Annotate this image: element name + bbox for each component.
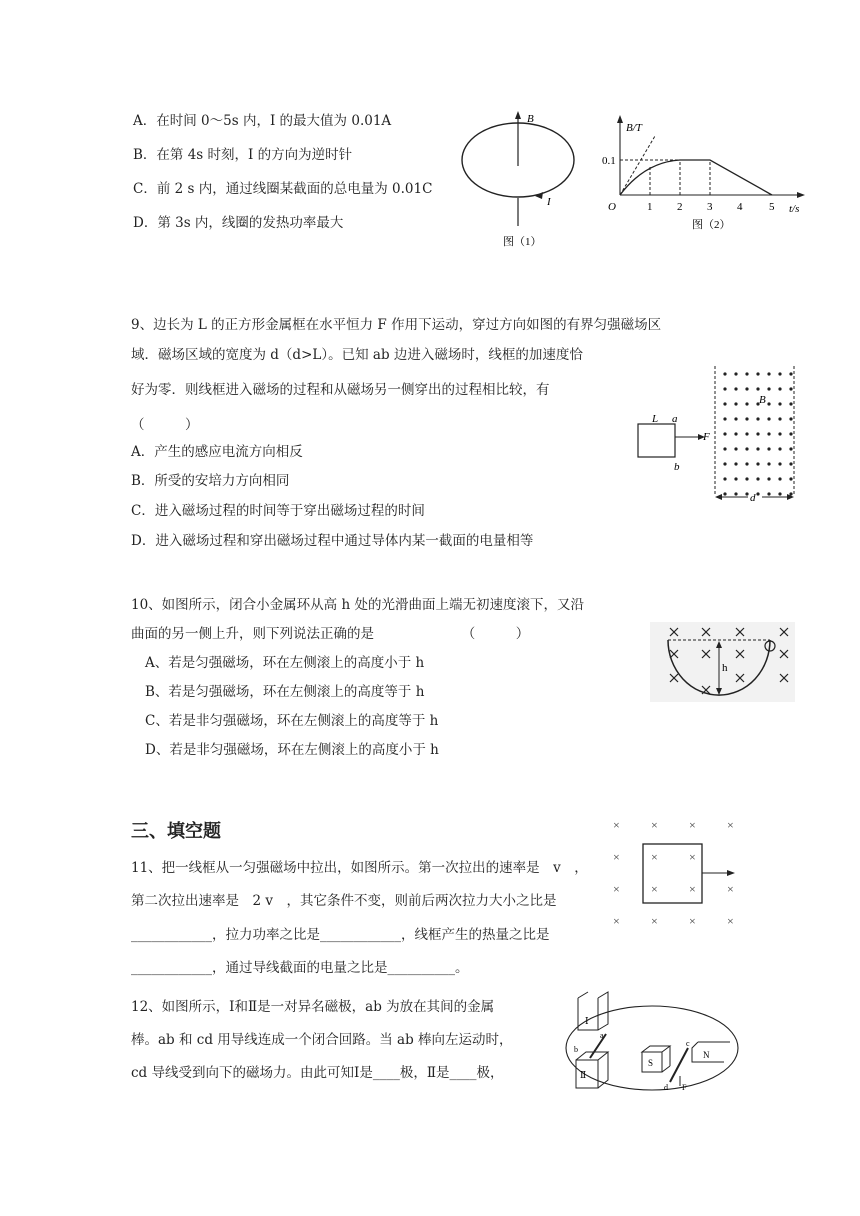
field-dot (734, 387, 737, 390)
field-dot (745, 432, 748, 435)
q8-option-a: A．在时间 0～5s 内，I 的最大值为 0.01A (133, 113, 392, 129)
q8-figure-1-loop (455, 108, 585, 253)
field-dot (723, 417, 726, 420)
field-dot (778, 372, 781, 375)
q9-stem-line-1: 9、边长为 L 的正方形金属框在水平恒力 F 作用下运动，穿过方向如图的有界匀强磁场区 (131, 317, 662, 333)
field-dot (789, 387, 792, 390)
field-dot (778, 432, 781, 435)
field-cross: × (689, 914, 696, 928)
field-dot (778, 462, 781, 465)
field-dot (734, 432, 737, 435)
q12-fig-label-magnet-ii: Ⅱ (580, 1070, 587, 1080)
field-dot (778, 447, 781, 450)
q10-stem-line-2: 曲面的另一侧上升，则下列说法正确的是 （ ） (131, 626, 530, 642)
q9-fig-label-d: d (750, 492, 756, 504)
field-dot (745, 387, 748, 390)
field-dot (767, 402, 770, 405)
q8-option-c: C．前 2 s 内，通过线圈某截面的总电量为 0.01C (133, 181, 433, 197)
q8-fig2-ylabel: B/T (626, 122, 642, 134)
field-dot (767, 432, 770, 435)
q8-fig1-label-b: B (527, 113, 534, 125)
field-dot (767, 477, 770, 480)
field-dot (723, 462, 726, 465)
q12-stem-line-2: 棒。ab 和 cd 用导线连成一个闭合回路。当 ab 棒向左运动时， (131, 1032, 513, 1048)
q8-fig2-ytick: 0.1 (602, 155, 616, 167)
field-dot (734, 462, 737, 465)
q8-fig1-caption: 图（1） (503, 236, 542, 248)
field-dot (723, 432, 726, 435)
field-dot (778, 492, 781, 495)
q9-answer-bracket: （ ） (131, 417, 199, 433)
field-dot (778, 387, 781, 390)
field-dot (756, 417, 759, 420)
q8-fig1-label-i: I (547, 196, 551, 208)
field-cross: × (613, 850, 620, 864)
q12-stem-line-3: cd 导线受到向下的磁场力。由此可知Ⅰ是____极，Ⅱ是____极， (131, 1065, 504, 1081)
field-dot (789, 372, 792, 375)
q10-figure-curve (650, 622, 795, 702)
field-dot (723, 492, 726, 495)
q8-option-b: B．在第 4s 时刻，I 的方向为逆时针 (133, 147, 353, 163)
field-dot (734, 477, 737, 480)
field-dot (789, 462, 792, 465)
q12-fig-label-f: F (682, 1083, 687, 1092)
q9-fig-label-field-b: B (759, 394, 766, 406)
q11-stem-line-2: 第二次拉出速率是 2 v ，其它条件不变，则前后两次拉力大小之比是 (131, 893, 557, 909)
q12-fig-label-s: S (648, 1058, 654, 1068)
field-dot (756, 387, 759, 390)
field-dot (767, 372, 770, 375)
q10-option-a: A、若是匀强磁场，环在左侧滚上的高度小于 h (145, 655, 425, 671)
section-title-fill-in: 三、填空题 (131, 821, 221, 842)
field-dot (745, 417, 748, 420)
q12-fig-label-n: N (703, 1050, 710, 1060)
q11-stem-line-3: ____________，拉力功率之比是____________，线框产生的热量之比是 (131, 927, 550, 943)
field-dot (789, 432, 792, 435)
q9-stem-line-2: 域．磁场区域的宽度为 d（d>L）。已知 ab 边进入磁场时，线框的加速度恰 (131, 347, 583, 363)
q9-fig-label-b: b (674, 461, 680, 473)
field-cross: × (727, 914, 734, 928)
field-dot (745, 477, 748, 480)
field-dot (778, 477, 781, 480)
field-dot (778, 402, 781, 405)
q12-fig-label-d: d (664, 1083, 668, 1092)
q8-fig2-origin: O (608, 201, 616, 213)
q8-fig2-xtick-2: 2 (677, 201, 683, 213)
q8-fig2-xtick-3: 3 (707, 201, 713, 213)
field-dot (756, 477, 759, 480)
field-dot (756, 492, 759, 495)
q10-option-c: C、若是非匀强磁场，环在左侧滚上的高度等于 h (145, 713, 439, 729)
q8-fig2-xtick-1: 1 (647, 201, 653, 213)
field-cross: × (613, 818, 620, 832)
q9-option-c: C．进入磁场过程的时间等于穿出磁场过程的时间 (131, 503, 425, 519)
field-dot (767, 447, 770, 450)
field-cross: × (689, 818, 696, 832)
field-dot (767, 417, 770, 420)
field-cross: × (727, 882, 734, 896)
field-cross: × (613, 882, 620, 896)
q8-option-d: D．第 3s 内，线圈的发热功率最大 (133, 215, 344, 231)
q9-option-a: A．产生的感应电流方向相反 (131, 444, 303, 460)
field-cross: × (651, 850, 658, 864)
field-dot (734, 417, 737, 420)
q8-fig2-xlabel: t/s (789, 203, 800, 215)
q10-fig-label-h: h (722, 662, 728, 674)
q9-fig-label-a: a (672, 413, 678, 425)
field-dot (789, 417, 792, 420)
field-dot (745, 372, 748, 375)
field-dot (789, 447, 792, 450)
field-cross: × (727, 818, 734, 832)
q11-stem-line-4: ____________，通过导线截面的电量之比是__________。 (131, 960, 469, 976)
field-dot (723, 387, 726, 390)
field-dot (745, 447, 748, 450)
field-dot (789, 477, 792, 480)
field-dot (756, 432, 759, 435)
field-dot (723, 372, 726, 375)
q9-option-d: D．进入磁场过程和穿出磁场过程中通过导体内某一截面的电量相等 (131, 533, 534, 549)
field-cross: × (651, 882, 658, 896)
field-dot (723, 477, 726, 480)
field-dot (756, 372, 759, 375)
field-cross: × (651, 818, 658, 832)
field-dot (734, 492, 737, 495)
q9-fig-label-f: F (703, 431, 710, 443)
q10-option-d: D、若是非匀强磁场，环在左侧滚上的高度小于 h (145, 742, 439, 758)
q9-stem-line-3: 好为零．则线框进入磁场的过程和从磁场另一侧穿出的过程相比较，有 (131, 382, 550, 398)
q8-fig2-xtick-4: 4 (737, 201, 743, 213)
field-cross: × (651, 914, 658, 928)
q9-option-b: B．所受的安培力方向相同 (131, 473, 290, 489)
field-dot (734, 372, 737, 375)
q12-fig-label-a: a (600, 1031, 604, 1040)
field-cross: × (613, 914, 620, 928)
field-cross: × (689, 850, 696, 864)
q8-fig2-xtick-5: 5 (769, 201, 775, 213)
q10-option-b: B、若是匀强磁场，环在左侧滚上的高度等于 h (145, 684, 425, 700)
q9-figure-field (630, 362, 805, 512)
field-cross: × (689, 882, 696, 896)
field-dot (745, 492, 748, 495)
q12-fig-label-c: c (686, 1039, 690, 1048)
q12-stem-line-1: 12、如图所示，Ⅰ和Ⅱ是一对异名磁极，ab 为放在其间的金属 (131, 999, 495, 1015)
field-dot (767, 387, 770, 390)
field-dot (734, 447, 737, 450)
field-dot (723, 402, 726, 405)
q11-stem-line-1: 11、把一线框从一匀强磁场中拉出，如图所示。第一次拉出的速率是 v ， (131, 860, 588, 876)
field-dot (723, 447, 726, 450)
q12-fig-label-magnet-i: Ⅰ (585, 1016, 589, 1026)
field-dot (778, 417, 781, 420)
field-dot (767, 462, 770, 465)
q12-figure-magnets (560, 990, 740, 1105)
field-dot (734, 402, 737, 405)
field-dot (789, 402, 792, 405)
q10-stem-line-1: 10、如图所示，闭合小金属环从高 h 处的光滑曲面上端无初速度滚下，又沿 (131, 597, 584, 613)
field-dot (767, 492, 770, 495)
field-dot (756, 447, 759, 450)
field-dot (756, 462, 759, 465)
q8-figure-2-graph (600, 112, 815, 237)
q9-fig-label-l: L (652, 413, 659, 425)
field-dot (745, 402, 748, 405)
q8-fig2-caption: 图（2） (692, 219, 731, 231)
q12-fig-label-b: b (574, 1045, 578, 1054)
q11-figure-frame (605, 815, 750, 933)
field-dot (745, 462, 748, 465)
field-dot (789, 492, 792, 495)
